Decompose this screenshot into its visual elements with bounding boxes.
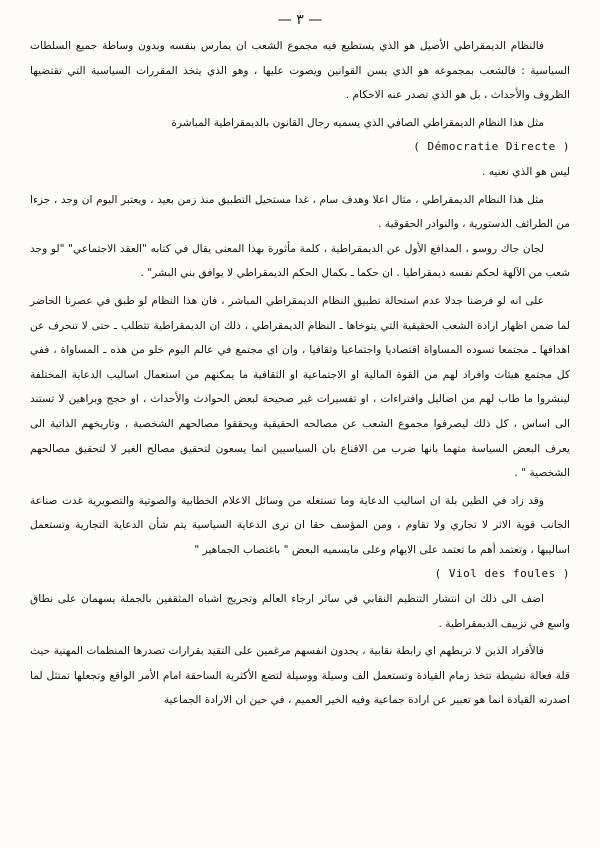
page-number: — ٣ — [277, 12, 323, 28]
paragraph-1: فالنظام الديمقراطي الأصيل هو الذي يستطيع فيه مجموع الشعب ان يمارس بنفسه وبدون وساطة جميع السلطات السياسية : فالشعب بمجموعه هو الذي يسن القوانين ويصوت عليها ، وهو الذي يتخذ المقررات السياسية التي تقتضيها الظروف والأحداث ، بل هو الذي تصدر عنه الاحكام . [30, 40, 570, 102]
latin-term-democratie-directe: ( Démocratie Directe ) [413, 140, 570, 154]
paragraph-7: اضف الى ذلك ان انتشار التنظيم النقابي في سائر ارجاء العالم وتجريج اشباه المثقفين بالجملة يسهمان على نطاق واسع في تزييف الديمقراطية . [30, 593, 570, 630]
paragraph-4: لجان جاك روسو ، المدافع الأول عن الديمقراطية ، كلمة مأثورة بهذا المعنى يقال في كتابه "العقد الاجتماعي" "لو وجد شعب من الآلهة لحكم نفسه ديمقراطيا . ان حكما ـ بكمال الحكم الديمقراطي لا يوافق بني البشر" . [30, 242, 570, 280]
document-body [30, 34, 570, 713]
paragraph-8: فالأفراد الذين لا تربطهم اي رابطة نقابية ، يجدون انفسهم مرغمين على التقيد بقرارات تصدرها المنظمات المهنية حيث قلة فعالة نشيطة تتخذ زمام القيادة وتستعمل الف وسيلة ووسيلة لتضع الأكثرية الساحقة امام الأمر الواقع وتجعلها تمتثل لما اصدرته القيادة انما هو تعبير عن ارادة جماعية وفيه الخير العميم ، في حين ان الارادة الجماعية [30, 645, 570, 707]
paragraph-6: وقد زاد في الطين بلة ان اساليب الدعاية وما تستغله من وسائل الاعلام الخطابية والصوتية والتصويرية غدت صناعة الجانب قوية الاثر لا تجاري ولا تقاوم ، ومن المؤسف حقا ان نرى الدعاية السياسية يتم شأن الدعاية التجارية وتستعمل اساليبها ، وتعتمد أهم ما تعتمد على الايهام وعلى مايسميه البعض " باغتصاب الجماهير " [30, 494, 570, 556]
latin-term-row-2 [30, 562, 570, 587]
paragraph-2-continuation: ليس هو الذي نعنيه . [482, 165, 570, 178]
paragraph-5: على انه لو فرضنا جدلا عدم استحالة تطبيق النظام الديمقراطي المباشر ، فان هذا النظام لو طبق في عصرنا الحاضر لما ضمن اظهار ارادة الشعب الحقيقية التي يتوخاها ـ النظام الديمقراطي ، ذلك ان الديمقراطية تتطلب ـ حتى لا تنحرف عن اهدافها ـ مجتمعا تسوده المساواة اقتصاديا واجتماعيا وثقافيا ، وان اي مجتمع في عالم اليوم خلو من هذه ـ المساواة ، ففي كل مجتمع هيئات وافراد لهم من القوة المالية او الاجتماعية او الثقافية ما يمكنهم من استعمال اساليب الدعاية المختلفة لينشروا ما طاب لهم من اضاليل وافتراءات ، او تفسيرات غير صحيحة لبعض الحوادث والأحداث ، او حجج وبراهين لا تستند الى اساس ، كل ذلك ليصرفوا مجموع الشعب عن مصالحه الحقيقية ويحققوا مصالحهم الشخصية ، وتاريخهم الذاتية الى يعرف البعض السياسة متهما بانها ضرب من الاقناع بان السياسيين انما يسعون لتحقيق مصالح الغير لا لتحقيق مصالحهم الشخصية " . [30, 294, 570, 480]
latin-term-row [30, 135, 570, 160]
latin-term-viol-des-foules: ( Viol des foules ) [434, 567, 570, 581]
paragraph-3: مثل هذا النظام الديمقراطي ، مثال اعلا وهدف سام ، غدا مستحيل التطبيق منذ زمن بعيد ، ويعتبر اليوم ان وجد ، جزءا من الطرائف الدستورية ، والنوادر الحقوقية . [30, 193, 570, 231]
paragraph-2: مثل هذا النظام الديمقراطي الصافي الذي يسميه رجال القانون بالديمقراطية المباشرة [171, 116, 544, 129]
